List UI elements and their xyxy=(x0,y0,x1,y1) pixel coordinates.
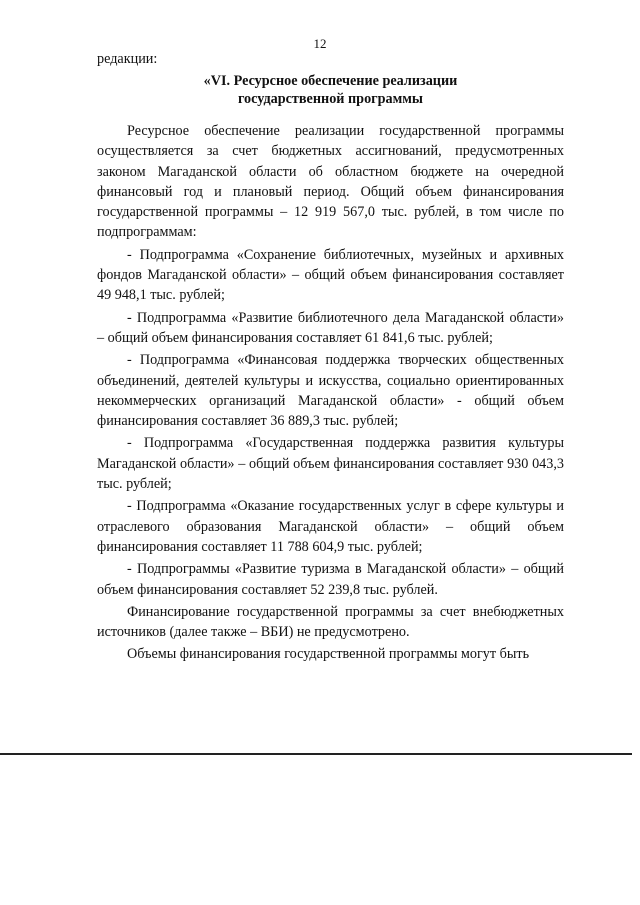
paragraph-extrabudgetary: Финансирование государственной программы за счет внебюджетных источников (далее также – ВБИ) не предусмотрено. xyxy=(97,603,564,641)
paragraph-resource-overview: Ресурсное обеспечение реализации государственной программы осуществляется за счет бюджетных ассигнований, предусмотренных законом Магаданской области об областном бюджете на очередной финансовый год и плановый период. Общий объем финансирования государственной программы – 12 919 567,0 тыс. рублей, в том числе по подпрограммам: xyxy=(97,123,564,241)
paragraph-subprogram-archives: - Подпрограмма «Сохранение библиотечных, музейных и архивных фондов Магаданской области» – общий объем финансирования составляет 49 948,1 тыс. рублей; xyxy=(97,246,564,304)
section-heading xyxy=(97,72,564,108)
page-number: 12 xyxy=(313,36,327,51)
intro-fragment: редакции: xyxy=(97,51,158,67)
section-title-line-1: «VI. Ресурсное обеспечение реализации xyxy=(203,73,458,89)
paragraph-subprogram-state-services: - Подпрограмма «Оказание государственных услуг в сфере культуры и отраслевого образования Магаданской области» – общий объем финансирования составляет 11 788 604,9 тыс. рублей; xyxy=(97,498,564,555)
paragraph-subprogram-financial-support: - Подпрограмма «Финансовая поддержка творческих общественных объединений, деятелей культуры и искусства, социально ориентированных некоммерческих организаций Магаданской области» - общий объем финансирования составляет 36 889,3 тыс. рублей; xyxy=(97,352,564,430)
paragraph-subprogram-state-support: - Подпрограмма «Государственная поддержка развития культуры Магаданской области» – общий объем финансирования составляет 930 043,3 тыс. рублей; xyxy=(97,435,564,493)
page-bottom-rule xyxy=(0,753,632,755)
paragraph-subprogram-libraries: - Подпрограмма «Развитие библиотечного дела Магаданской области» – общий объем финансирования составляет 61 841,6 тыс. рублей; xyxy=(97,309,564,346)
section-body xyxy=(97,121,564,667)
paragraph-funding-volumes: Объемы финансирования государственной программы могут быть xyxy=(127,646,530,663)
paragraph-subprogram-tourism: - Подпрограммы «Развитие туризма в Магаданской области» – общий объем финансирования составляет 52 239,8 тыс. рублей. xyxy=(97,561,564,598)
section-title-line-2: государственной программы xyxy=(237,91,424,107)
